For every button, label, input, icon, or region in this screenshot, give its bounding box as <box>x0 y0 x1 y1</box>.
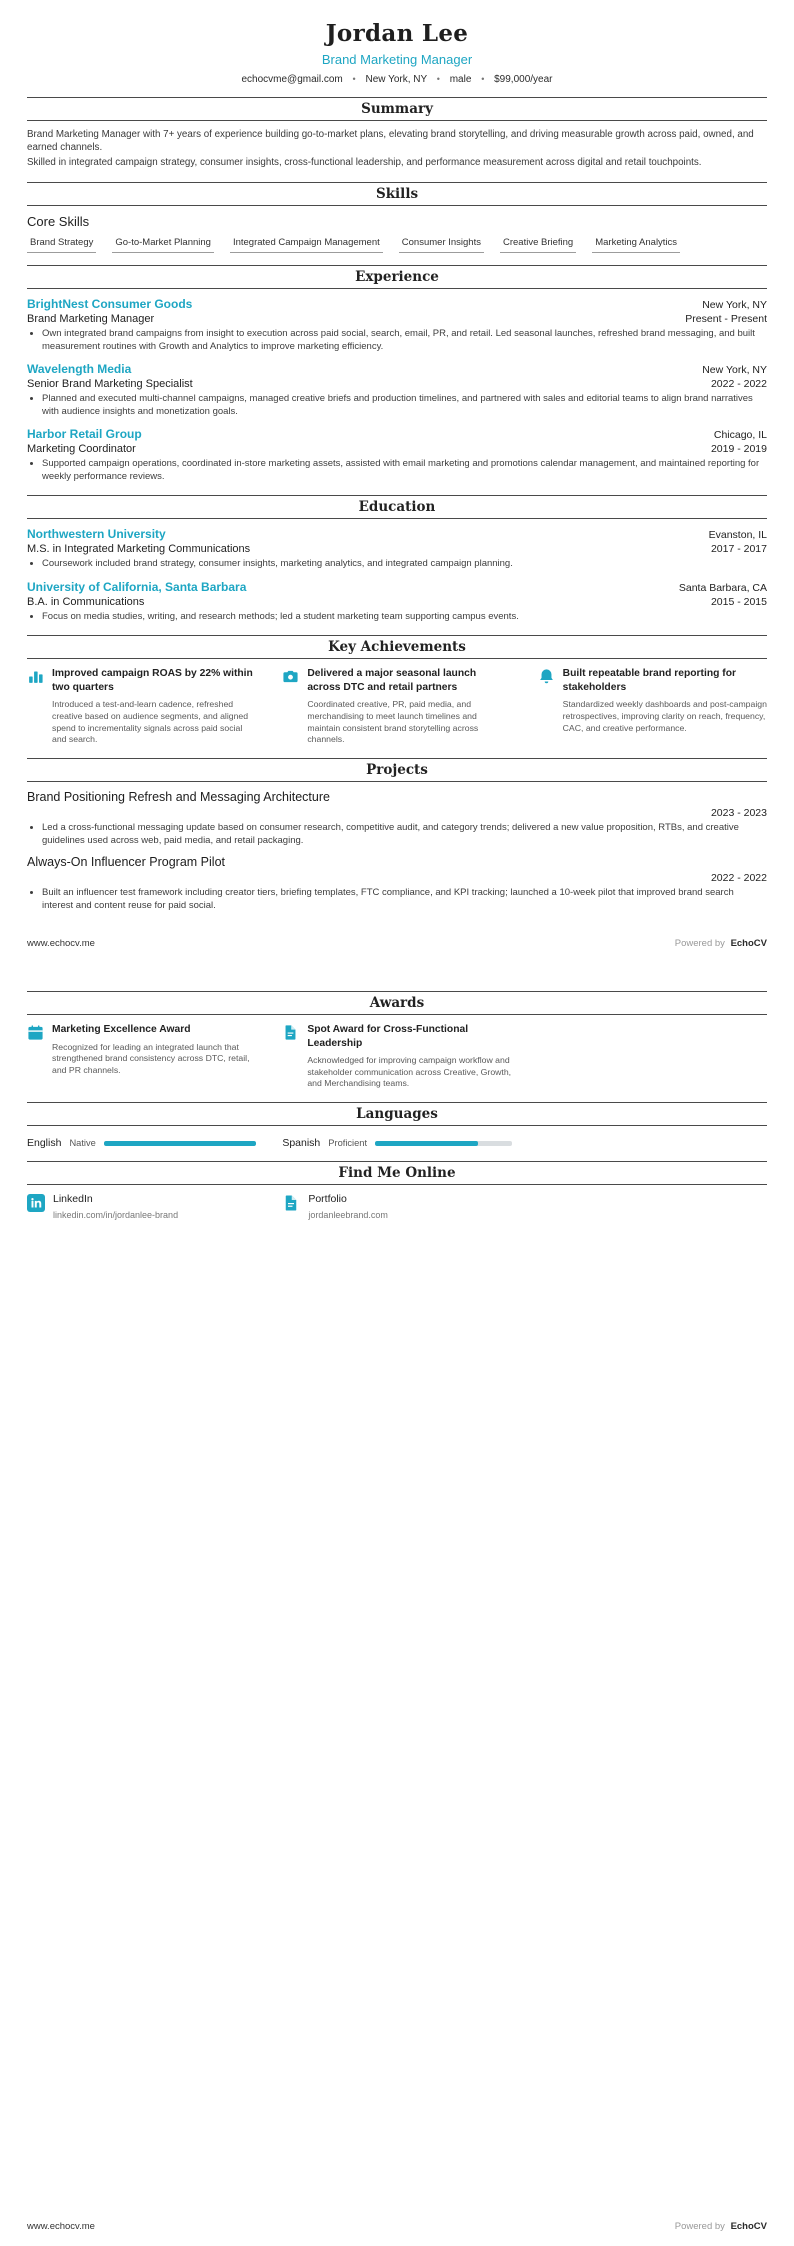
skill-chip: Brand Strategy <box>27 236 96 253</box>
job-bullet: • Planned and executed multi-channel campaigns, managed creative briefs and production timelines, and partnered with sales and editorial teams to align brand narratives with audience insights and monetization goals. <box>42 393 767 418</box>
links-grid <box>27 1193 767 1220</box>
achievement-title: Improved campaign ROAS by 22% within two quarters <box>52 668 253 693</box>
school-name: University of California, Santa Barbara <box>27 579 247 594</box>
job-bullet: • Own integrated brand campaigns from insight to execution across paid social, search, email, PR, and retail. Led seasonal launches, refreshed brand messaging, and built measurement routines with Growth and Analytics to improve marketing efficiency. <box>42 328 767 353</box>
job-bullets <box>42 393 767 418</box>
achievement-item <box>282 667 511 746</box>
job-role: Brand Marketing Manager <box>27 313 155 326</box>
skill-chip: Marketing Analytics <box>592 236 680 253</box>
education-bullets <box>42 558 767 571</box>
award-item <box>282 1023 511 1090</box>
document-icon <box>282 1194 300 1212</box>
job-bullets <box>42 458 767 483</box>
experience-entry <box>27 427 767 483</box>
achievement-body: Introduced a test-and-learn cadence, refreshed creative based on audience segments, and aligned spend to incrementality signals across paid social and search. <box>52 699 249 745</box>
brand-name: EchoCV <box>730 938 767 950</box>
project-name: Always-On Influencer Program Pilot <box>27 855 225 870</box>
language-progress-fill <box>104 1141 257 1146</box>
achievement-title: Built repeatable brand reporting for stakeholders <box>562 668 737 693</box>
section-title-summary: Summary <box>27 97 767 121</box>
brand-name: EchoCV <box>730 2221 767 2232</box>
profile-link-item <box>27 1193 256 1220</box>
job-dates: 2019 - 2019 <box>710 443 767 456</box>
education-section <box>27 495 767 623</box>
language-item <box>27 1134 256 1149</box>
award-title: Marketing Excellence Award <box>52 1024 191 1036</box>
section-title-awards: Awards <box>27 991 767 1015</box>
bell-icon <box>538 668 555 685</box>
bar-chart-icon <box>27 668 44 685</box>
candidate-job-title: Brand Marketing Manager <box>321 52 473 67</box>
profile-link-label: Portfolio <box>308 1193 347 1206</box>
job-dates: 2022 - 2022 <box>710 378 767 391</box>
languages-grid <box>27 1134 767 1149</box>
contact-line <box>27 74 767 85</box>
candidate-name: Jordan Lee <box>325 20 469 47</box>
award-body: Acknowledged for improving campaign workflow and stakeholder communication across Creative, Growth, and Merchandising teams. <box>307 1055 512 1089</box>
summary-paragraph: Brand Marketing Manager with 7+ years of experience building go-to-market plans, elevating brand storytelling, and driving measurable growth across paid, owned, and earned channels. <box>27 129 754 153</box>
language-progress-bar <box>104 1141 257 1146</box>
language-name: Spanish <box>282 1137 321 1150</box>
language-progress-bar <box>375 1141 512 1146</box>
profile-link-item <box>282 1193 511 1220</box>
education-entry <box>27 527 767 571</box>
profile-link-url: linkedin.com/in/jordanlee-brand <box>53 1210 179 1221</box>
awards-grid <box>27 1023 767 1090</box>
achievement-item <box>27 667 256 746</box>
find-me-online-section <box>27 1161 767 1220</box>
powered-by <box>675 938 767 949</box>
skills-group-label: Core Skills <box>27 214 90 230</box>
job-bullets <box>42 328 767 353</box>
summary-section <box>27 97 767 170</box>
education-dates: 2017 - 2017 <box>710 543 767 556</box>
contact-separator: • <box>436 74 440 84</box>
skill-chip: Go-to-Market Planning <box>112 236 214 253</box>
resume-page-2 <box>27 991 767 1220</box>
school-name: Northwestern University <box>27 527 166 542</box>
award-title: Spot Award for Cross-Functional Leadership <box>307 1024 469 1049</box>
project-bullet: • Led a cross-functional messaging update based on consumer research, competitive audit, and category trends; delivered a new value proposition, RTBs, and creative guidelines used across web, paid media, and retail packaging. <box>42 822 767 847</box>
project-name: Brand Positioning Refresh and Messaging Architecture <box>27 790 330 805</box>
education-entry <box>27 580 767 624</box>
page-footer <box>27 938 767 949</box>
experience-entry <box>27 362 767 418</box>
page-footer <box>27 2221 767 2232</box>
language-level: Proficient <box>328 1138 368 1149</box>
linkedin-icon <box>27 1194 45 1212</box>
achievement-body: Coordinated creative, PR, paid media, and merchandising to meet launch timelines and maintain consistent brand storytelling across channels. <box>307 699 479 745</box>
company-name: Wavelength Media <box>27 362 132 377</box>
section-title-languages: Languages <box>27 1102 767 1126</box>
key-achievements-section <box>27 635 767 746</box>
award-body: Recognized for leading an integrated launch that strengthened brand consistency across DTC, retail, and PR channels. <box>52 1041 250 1076</box>
language-level: Native <box>69 1138 96 1149</box>
education-bullet: • Coursework included brand strategy, consumer insights, marketing analytics, and integrated campaign planning. <box>42 558 767 571</box>
school-location: Evanston, IL <box>708 529 767 542</box>
skill-chip: Integrated Campaign Management <box>230 236 383 253</box>
project-dates: 2023 - 2023 <box>710 807 767 820</box>
camera-icon <box>282 668 299 685</box>
powered-by-prefix: Powered by <box>674 938 725 950</box>
language-progress-fill <box>375 1141 477 1146</box>
projects-section <box>27 758 767 912</box>
job-location: New York, NY <box>702 299 767 312</box>
achievements-grid <box>27 667 767 746</box>
education-dates: 2015 - 2015 <box>710 595 767 608</box>
profile-link-label: LinkedIn <box>53 1193 93 1206</box>
project-bullet: • Built an influencer test framework including creator tiers, briefing templates, FTC compliance, and KPI tracking; launched a 10-week pilot that improved brand search interest and content reuse for paid social. <box>42 887 767 912</box>
contact-salary: $99,000/year <box>494 74 553 85</box>
education-bullets <box>42 611 767 624</box>
project-entry <box>27 855 767 912</box>
degree: B.A. in Communications <box>27 595 145 608</box>
achievement-item <box>538 667 767 746</box>
skill-chip: Creative Briefing <box>500 236 576 253</box>
footer-site-url: www.echocv.me <box>27 938 95 950</box>
certificate-icon <box>282 1024 299 1041</box>
languages-section <box>27 1102 767 1149</box>
project-bullets <box>42 887 767 912</box>
project-dates: 2022 - 2022 <box>710 872 767 885</box>
summary-paragraph: Skilled in integrated campaign strategy, consumer insights, cross-functional leadership, and performance measurement across digital and retail touchpoints. <box>27 157 702 169</box>
resume-header <box>27 20 767 85</box>
experience-entry <box>27 297 767 353</box>
job-role: Senior Brand Marketing Specialist <box>27 378 193 391</box>
section-title-skills: Skills <box>27 182 767 206</box>
achievement-title: Delivered a major seasonal launch across DTC and retail partners <box>307 668 477 693</box>
job-bullet: • Supported campaign operations, coordinated in-store marketing assets, assisted with email marketing and promotions calendar management, and maintained reporting for weekly performance reviews. <box>42 458 767 483</box>
section-title-projects: Projects <box>27 758 767 782</box>
company-name: Harbor Retail Group <box>27 427 142 442</box>
section-title-find-me-online: Find Me Online <box>27 1161 767 1185</box>
profile-link-url: jordanleebrand.com <box>308 1210 388 1221</box>
education-bullet: • Focus on media studies, writing, and research methods; led a student marketing team supporting campus events. <box>42 611 767 624</box>
calendar-icon <box>27 1024 44 1041</box>
contact-location: New York, NY <box>365 74 427 85</box>
job-dates: Present - Present <box>685 313 767 326</box>
language-item <box>282 1134 511 1149</box>
project-bullets <box>42 822 767 847</box>
award-item <box>27 1023 256 1090</box>
school-location: Santa Barbara, CA <box>678 581 767 594</box>
powered-by <box>675 2221 767 2232</box>
achievement-body: Standardized weekly dashboards and post-campaign retrospectives, improving clarity on reach, frequency, CAC, and creative performance. <box>562 699 767 733</box>
powered-by-prefix: Powered by <box>674 2221 725 2232</box>
section-title-experience: Experience <box>27 265 767 289</box>
degree: M.S. in Integrated Marketing Communications <box>27 543 251 556</box>
project-entry <box>27 790 767 847</box>
section-title-education: Education <box>27 495 767 519</box>
company-name: BrightNest Consumer Goods <box>27 297 193 312</box>
job-role: Marketing Coordinator <box>27 443 136 456</box>
contact-separator: • <box>481 74 485 84</box>
contact-email: echocvme@gmail.com <box>241 74 343 85</box>
language-name: English <box>27 1137 62 1150</box>
awards-section <box>27 991 767 1090</box>
skill-chip: Consumer Insights <box>399 236 484 253</box>
experience-section <box>27 265 767 483</box>
section-title-key-achievements: Key Achievements <box>27 635 767 659</box>
contact-separator: • <box>352 74 356 84</box>
job-location: New York, NY <box>702 364 767 377</box>
job-location: Chicago, IL <box>713 429 767 442</box>
skills-list <box>27 236 767 253</box>
footer-site-url: www.echocv.me <box>27 2221 95 2232</box>
contact-gender: male <box>449 74 472 85</box>
skills-section <box>27 182 767 253</box>
